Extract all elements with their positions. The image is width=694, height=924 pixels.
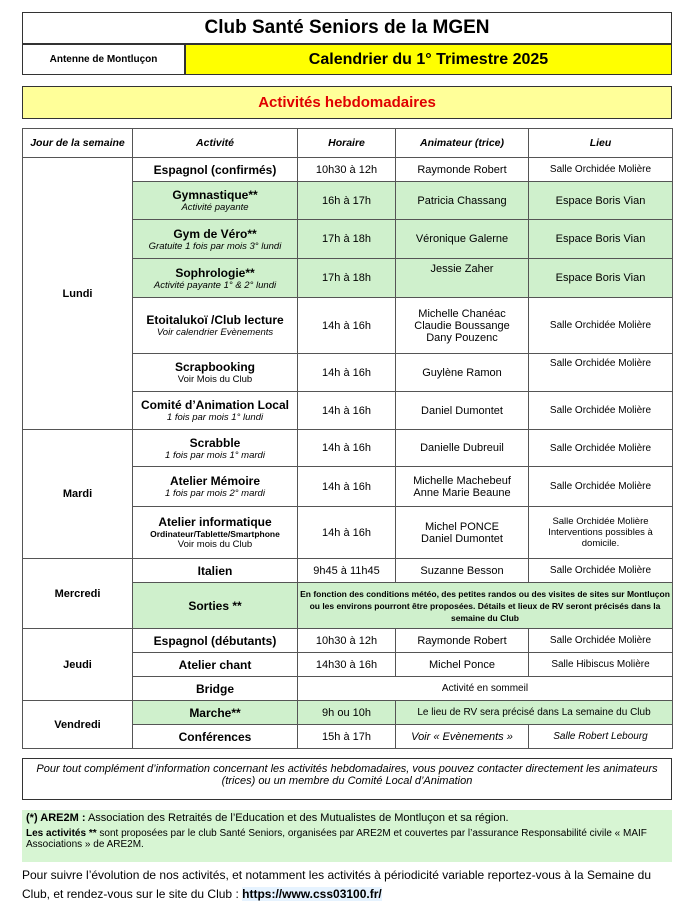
marche-description: Le lieu de RV sera précisé dans La semaine du Club [396, 701, 673, 725]
animator-cell: Michelle Chanéac Claudie Boussange Dany Pouzenc [396, 298, 529, 354]
are2m-line [26, 812, 668, 824]
time-cell: 14h à 16h [298, 354, 396, 392]
table-row [23, 559, 673, 583]
activity-cell: Scrapbooking Voir Mois du Club [133, 354, 298, 392]
day-vendredi: Vendredi [23, 701, 133, 749]
day-mardi: Mardi [23, 430, 133, 559]
header-animator: Animateur (trice) [396, 129, 529, 158]
time-cell: 14h30 à 16h [298, 653, 396, 677]
activity-cell: Atelier Mémoire 1 fois par mois 2° mardi [133, 467, 298, 507]
location-cell: Salle Orchidée Molière [529, 467, 673, 507]
are2m-label: (*) ARE2M : [26, 812, 86, 824]
activity-cell: Conférences [133, 725, 298, 749]
club-website-link[interactable]: https://www.css03100.fr/ [242, 887, 382, 901]
activity-cell: Italien [133, 559, 298, 583]
activity-cell: Atelier chant [133, 653, 298, 677]
location-cell: Espace Boris Vian [529, 182, 673, 220]
footer-info [22, 810, 672, 862]
time-cell: 10h30 à 12h [298, 158, 396, 182]
header-activity: Activité [133, 129, 298, 158]
activity-cell: Espagnol (débutants) [133, 629, 298, 653]
activity-cell: Sophrologie** Activité payante 1° & 2° lundi [133, 259, 298, 298]
time-cell: 14h à 16h [298, 392, 396, 430]
animator-cell: Jessie Zaher [396, 259, 529, 298]
animator-cell: Michel Ponce [396, 653, 529, 677]
table-row [23, 430, 673, 467]
time-cell: 9h ou 10h [298, 701, 396, 725]
sorties-description: En fonction des conditions météo, des petites randos ou des visites de sites sur Montluçon ou les environs pourront être proposées. Détails et lieux de RV seront précisés dans la semaine du Club [298, 583, 673, 629]
time-cell: 16h à 17h [298, 182, 396, 220]
table-row [23, 158, 673, 182]
animator-cell: Michelle Machebeuf Anne Marie Beaune [396, 467, 529, 507]
time-cell: 17h à 18h [298, 220, 396, 259]
contact-note: Pour tout complément d’information concernant les activités hebdomadaires, vous pouvez contacter directement les animateurs (trices) ou un membre du Comité Local d’Animation [22, 758, 672, 800]
activity-cell: Comité d’Animation Local 1 fois par mois 1° lundi [133, 392, 298, 430]
animator-cell: Suzanne Besson [396, 559, 529, 583]
activity-cell: Espagnol (confirmés) [133, 158, 298, 182]
time-cell: 14h à 16h [298, 467, 396, 507]
animator-cell: Michel PONCE Daniel Dumontet [396, 507, 529, 559]
suivre-text: Pour suivre l’évolution de nos activités, et notamment les activités à périodicité variable reportez-vous à la Semaine du Club, et rendez-vous sur le site du Club : [22, 868, 651, 901]
time-cell: 14h à 16h [298, 507, 396, 559]
location-cell: Salle Orchidée Molière [529, 354, 673, 392]
time-cell: 15h à 17h [298, 725, 396, 749]
table-row [23, 701, 673, 725]
activity-cell: Marche** [133, 701, 298, 725]
activity-cell: Etoitalukoï /Club lecture Voir calendrier Evènements [133, 298, 298, 354]
location-cell: Espace Boris Vian [529, 220, 673, 259]
animator-cell: Daniel Dumontet [396, 392, 529, 430]
table-row [23, 629, 673, 653]
are2m-text: Association des Retraités de l’Education et des Mutualistes de Montluçon et sa région. [87, 812, 509, 824]
time-cell: 10h30 à 12h [298, 629, 396, 653]
animator-cell: Patricia Chassang [396, 182, 529, 220]
activity-cell: Atelier informatique Ordinateur/Tablette/Smartphone Voir mois du Club [133, 507, 298, 559]
location-cell: Espace Boris Vian [529, 259, 673, 298]
location-cell: Salle Robert Lebourg [529, 725, 673, 749]
location-cell: Salle Orchidée Molière [529, 158, 673, 182]
animator-cell: Guylène Ramon [396, 354, 529, 392]
activity-cell: Gym de Véro** Gratuite 1 fois par mois 3° lundi [133, 220, 298, 259]
time-cell: 14h à 16h [298, 430, 396, 467]
time-cell: 17h à 18h [298, 259, 396, 298]
header-location: Lieu [529, 129, 673, 158]
suivre-note [22, 866, 672, 906]
location-cell: Salle Orchidée Molière [529, 392, 673, 430]
animator-cell: Raymonde Robert [396, 158, 529, 182]
location-cell: Salle Orchidée Molière [529, 559, 673, 583]
activites-line [26, 828, 668, 850]
activity-cell: Bridge [133, 677, 298, 701]
activites-text: sont proposées par le club Santé Seniors, organisées par ARE2M et couvertes par l’assurance Responsabilité civile « MAIF Associations » de ARE2M. [26, 828, 647, 850]
animator-cell: Voir « Evènements » [396, 725, 529, 749]
activities-banner: Activités hebdomadaires [22, 86, 672, 119]
table-header-row [23, 129, 673, 158]
page-title: Club Santé Seniors de la MGEN [22, 12, 672, 44]
activites-label: Les activités ** [26, 828, 97, 839]
time-cell: 9h45 à 11h45 [298, 559, 396, 583]
calendar-title: Calendrier du 1° Trimestre 2025 [185, 44, 672, 75]
header-day: Jour de la semaine [23, 129, 133, 158]
day-jeudi: Jeudi [23, 629, 133, 701]
header-time: Horaire [298, 129, 396, 158]
location-cell: Salle Orchidée Molière [529, 629, 673, 653]
activity-cell: Sorties ** [133, 583, 298, 629]
time-cell: 14h à 16h [298, 298, 396, 354]
day-lundi: Lundi [23, 158, 133, 430]
location-cell: Salle Orchidée Molière [529, 298, 673, 354]
location-cell: Salle Hibiscus Molière [529, 653, 673, 677]
animator-cell: Véronique Galerne [396, 220, 529, 259]
location-cell: Salle Orchidée Molière [529, 430, 673, 467]
day-mercredi: Mercredi [23, 559, 133, 629]
location-cell: Salle Orchidée Molière Interventions possibles à domicile. [529, 507, 673, 559]
animator-cell: Danielle Dubreuil [396, 430, 529, 467]
animator-cell: Raymonde Robert [396, 629, 529, 653]
antenne-label: Antenne de Montluçon [22, 44, 185, 75]
bridge-status: Activité en sommeil [298, 677, 673, 701]
schedule-table [22, 128, 673, 749]
activity-cell: Gymnastique** Activité payante [133, 182, 298, 220]
activity-cell: Scrabble 1 fois par mois 1° mardi [133, 430, 298, 467]
